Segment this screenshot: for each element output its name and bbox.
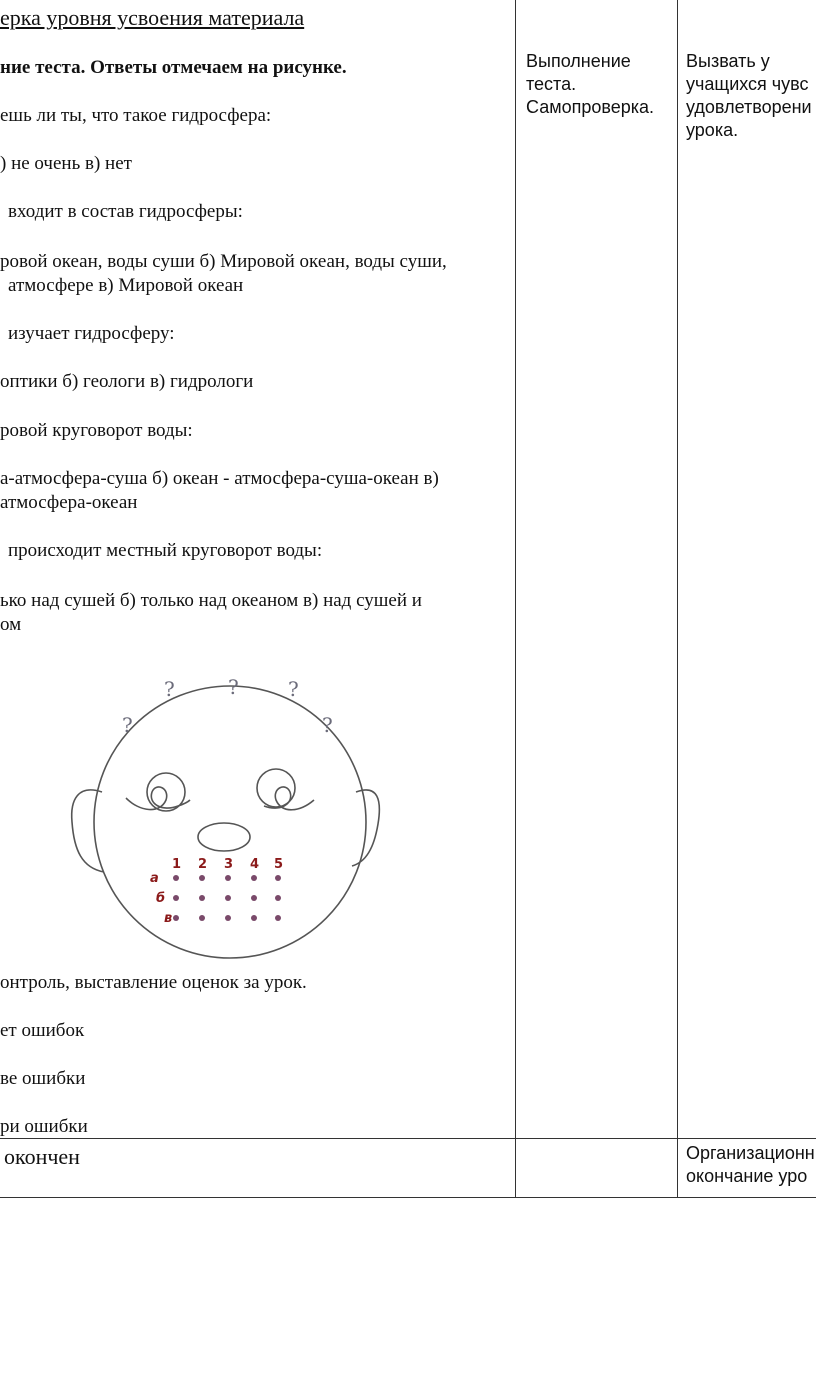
answer-5-line-2: ом	[0, 614, 22, 635]
table-border-col2-left	[515, 0, 516, 1198]
section-heading: ерка уровня усвоения материала	[0, 5, 305, 30]
grid-column-number: 2	[198, 857, 208, 872]
table-border-col3-left	[677, 0, 678, 1198]
activity-line-1: Выполнение	[526, 51, 631, 71]
answer-2-line-1: ровой океан, воды суши б) Мировой океан, воды суши,	[0, 251, 447, 272]
grade-no-errors: ет ошибок	[0, 1020, 85, 1041]
answer-2-line-2: атмосфере в) Мировой океан	[8, 275, 244, 296]
grid-row-letter: б	[156, 891, 166, 906]
answer-dot[interactable]	[275, 895, 281, 901]
answer-dot[interactable]	[225, 875, 231, 881]
answer-1: ) не очень в) нет	[0, 153, 132, 174]
answer-dot[interactable]	[251, 915, 257, 921]
answer-dot[interactable]	[173, 915, 179, 921]
question-1: ешь ли ты, что такое гидросфера:	[0, 105, 272, 126]
left-eye-loop	[126, 787, 190, 810]
answer-dot[interactable]	[275, 875, 281, 881]
control-text: онтроль, выставление оценок за урок.	[0, 972, 307, 993]
answer-dot[interactable]	[199, 895, 205, 901]
answer-dot[interactable]	[251, 875, 257, 881]
answer-dot[interactable]	[225, 895, 231, 901]
question-mark: ?	[228, 675, 239, 699]
table-border-row-divider	[0, 1138, 816, 1139]
lesson-end-text: окончен	[4, 1144, 80, 1169]
grid-column-number: 3	[224, 857, 234, 872]
organizational-line-2: окончание уро	[686, 1166, 808, 1186]
grid-column-number: 4	[250, 857, 260, 872]
face-answer-figure	[60, 672, 400, 962]
answer-dot[interactable]	[199, 915, 205, 921]
grade-three-errors: ри ошибки	[0, 1116, 88, 1137]
grade-two-errors: ве ошибки	[0, 1068, 86, 1089]
question-mark: ?	[322, 713, 333, 737]
nose	[198, 823, 250, 851]
answer-dot[interactable]	[251, 895, 257, 901]
question-3: изучает гидросферу:	[8, 323, 175, 344]
answer-dot[interactable]	[199, 875, 205, 881]
organizational-line-1: Организационн	[686, 1143, 815, 1163]
answer-5-line-1: ько над сушей б) только над океаном в) над сушей и	[0, 590, 422, 611]
question-mark: ?	[288, 677, 299, 701]
grid-row-letter: а	[150, 871, 159, 886]
goal-line-1: Вызвать у	[686, 51, 770, 71]
question-5: происходит местный круговорот воды:	[8, 540, 323, 561]
activity-line-2: теста.	[526, 74, 577, 94]
table-border-bottom	[0, 1197, 816, 1198]
question-mark: ?	[122, 713, 133, 737]
answer-dot[interactable]	[275, 915, 281, 921]
activity-line-3: Самопроверка.	[526, 97, 655, 117]
question-2: входит в состав гидросферы:	[8, 201, 243, 222]
question-4: ровой круговорот воды:	[0, 420, 193, 441]
goal-line-2: учащихся чувс	[686, 74, 809, 94]
answer-dot[interactable]	[173, 895, 179, 901]
test-instruction: ние теста. Ответы отмечаем на рисунке.	[0, 57, 347, 78]
grid-row-letter: в	[164, 911, 173, 926]
goal-line-4: урока.	[686, 120, 739, 140]
grid-column-number: 1	[172, 857, 182, 872]
answer-dot[interactable]	[225, 915, 231, 921]
question-mark: ?	[164, 677, 175, 701]
answer-4-line-1: а-атмосфера-суша б) океан - атмосфера-суша-океан в)	[0, 468, 439, 489]
answer-dot[interactable]	[173, 875, 179, 881]
goal-line-3: удовлетворени	[686, 97, 812, 117]
answer-4-line-2: атмосфера-океан	[0, 492, 138, 513]
answer-3: оптики б) геологи в) гидрологи	[0, 371, 254, 392]
grid-column-number: 5	[274, 857, 284, 872]
